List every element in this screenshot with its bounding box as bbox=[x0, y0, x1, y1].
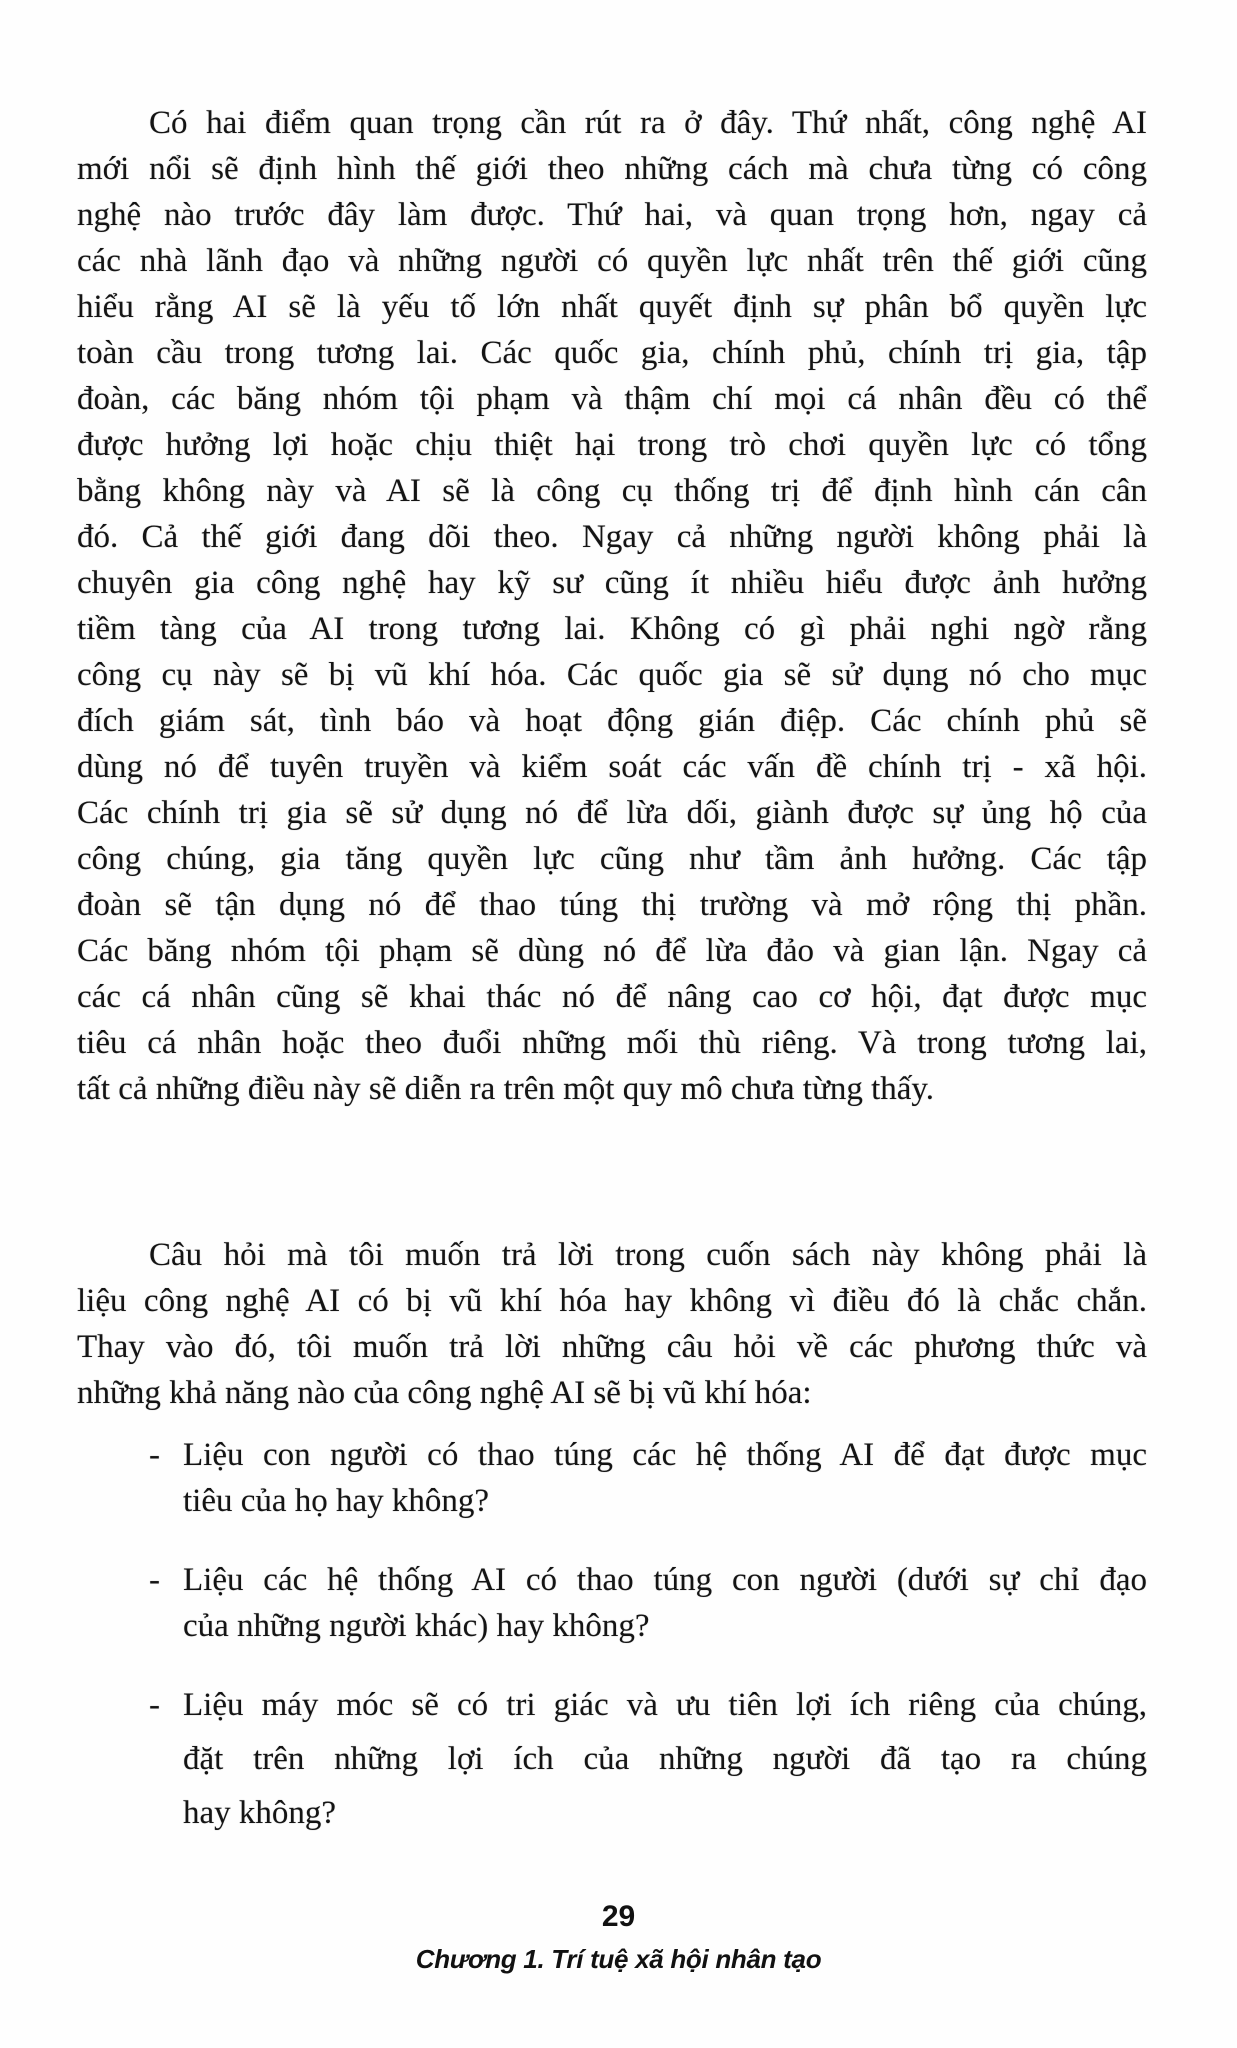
text-line: đặt trên những lợi ích của những người đã tạo ra chúng bbox=[183, 1741, 1147, 1777]
text-line: của những người khác) hay không? bbox=[183, 1608, 650, 1644]
text-line: Liệu con người có thao túng các hệ thống AI để đạt được mục bbox=[183, 1437, 1147, 1473]
text-line: tất cả những điều này sẽ diễn ra trên một quy mô chưa từng thấy. bbox=[77, 1071, 935, 1107]
text-line: tiềm tàng của AI trong tương lai. Không có gì phải nghi ngờ rằng bbox=[77, 611, 1147, 647]
text-line: Liệu máy móc sẽ có tri giác và ưu tiên lợi ích riêng của chúng, bbox=[183, 1687, 1147, 1723]
bullet-marker: - bbox=[149, 1562, 160, 1598]
text-line: đích giám sát, tình báo và hoạt động gián điệp. Các chính phủ sẽ bbox=[77, 703, 1147, 739]
text-line: toàn cầu trong tương lai. Các quốc gia, chính phủ, chính trị gia, tập bbox=[77, 335, 1147, 371]
text-line: tiêu của họ hay không? bbox=[183, 1483, 490, 1519]
text-line: Liệu các hệ thống AI có thao túng con người (dưới sự chỉ đạo bbox=[183, 1562, 1147, 1598]
text-line: Các băng nhóm tội phạm sẽ dùng nó để lừa đảo và gian lận. Ngay cả bbox=[77, 933, 1147, 969]
page-number: 29 bbox=[601, 1900, 636, 1933]
text-line: công chúng, gia tăng quyền lực cũng như tầm ảnh hưởng. Các tập bbox=[77, 841, 1147, 877]
text-line: Các chính trị gia sẽ sử dụng nó để lừa dối, giành được sự ủng hộ của bbox=[77, 795, 1147, 831]
chapter-title: Chương 1. Trí tuệ xã hội nhân tạo bbox=[415, 1944, 822, 1974]
text-line: Có hai điểm quan trọng cần rút ra ở đây. Thứ nhất, công nghệ AI bbox=[149, 105, 1147, 141]
bullet-marker: - bbox=[149, 1687, 160, 1723]
text-line: đoàn sẽ tận dụng nó để thao túng thị trường và mở rộng thị phần. bbox=[77, 887, 1147, 923]
text-line: công cụ này sẽ bị vũ khí hóa. Các quốc gia sẽ sử dụng nó cho mục bbox=[77, 657, 1147, 693]
text-line: Thay vào đó, tôi muốn trả lời những câu hỏi về các phương thức và bbox=[77, 1329, 1147, 1365]
text-line: liệu công nghệ AI có bị vũ khí hóa hay không vì điều đó là chắc chắn. bbox=[77, 1283, 1147, 1319]
text-line: các nhà lãnh đạo và những người có quyền lực nhất trên thế giới cũng bbox=[77, 243, 1147, 279]
bullet-marker: - bbox=[149, 1437, 160, 1473]
text-line: những khả năng nào của công nghệ AI sẽ bị vũ khí hóa: bbox=[77, 1375, 812, 1411]
text-line: chuyên gia công nghệ hay kỹ sư cũng ít nhiều hiểu được ảnh hưởng bbox=[77, 565, 1147, 601]
text-line: hiểu rằng AI sẽ là yếu tố lớn nhất quyết định sự phân bổ quyền lực bbox=[77, 289, 1147, 325]
text-line: đoàn, các băng nhóm tội phạm và thậm chí mọi cá nhân đều có thể bbox=[77, 381, 1147, 417]
text-line: Câu hỏi mà tôi muốn trả lời trong cuốn sách này không phải là bbox=[149, 1237, 1147, 1273]
text-line: tiêu cá nhân hoặc theo đuổi những mối thù riêng. Và trong tương lai, bbox=[77, 1025, 1147, 1061]
text-line: nghệ nào trước đây làm được. Thứ hai, và quan trọng hơn, ngay cả bbox=[77, 197, 1147, 233]
text-line: hay không? bbox=[183, 1795, 337, 1831]
text-line: các cá nhân cũng sẽ khai thác nó để nâng cao cơ hội, đạt được mục bbox=[77, 979, 1147, 1015]
text-line: đó. Cả thế giới đang dõi theo. Ngay cả những người không phải là bbox=[77, 519, 1147, 555]
text-line: bằng không này và AI sẽ là công cụ thống trị để định hình cán cân bbox=[77, 473, 1147, 509]
text-line: dùng nó để tuyên truyền và kiểm soát các vấn đề chính trị - xã hội. bbox=[77, 749, 1147, 785]
text-line: được hưởng lợi hoặc chịu thiệt hại trong trò chơi quyền lực có tổng bbox=[77, 427, 1147, 463]
text-line: mới nổi sẽ định hình thế giới theo những cách mà chưa từng có công bbox=[77, 151, 1147, 187]
